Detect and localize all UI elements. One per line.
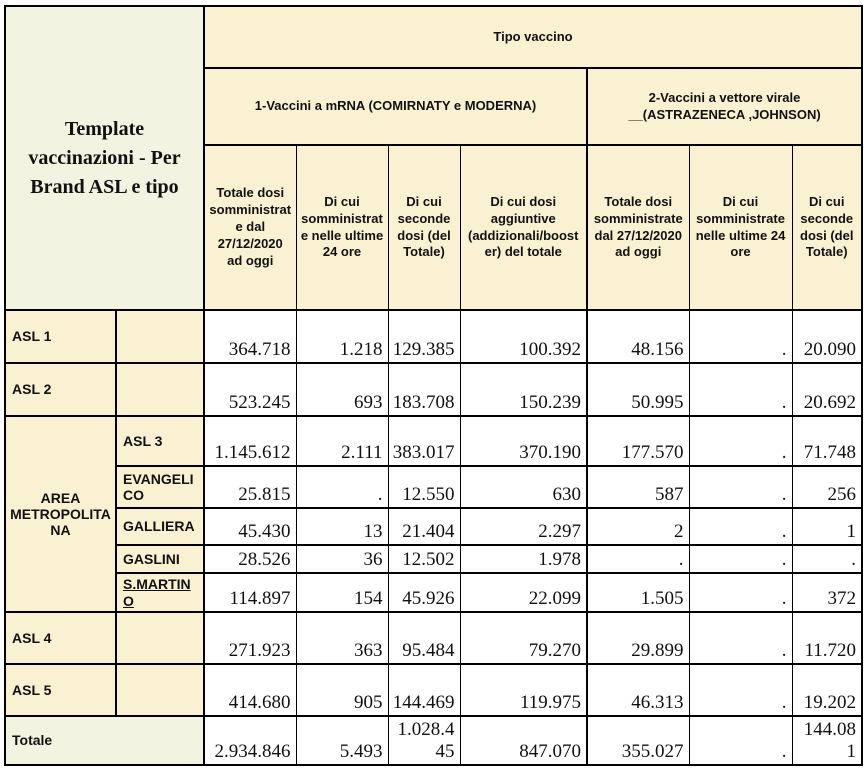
col-header-totale-virale: Totale dosi somministrate dal 27/12/2020 ad oggi — [587, 145, 689, 310]
data-cell: 19.202 — [792, 664, 862, 716]
data-cell: 1.028.445 — [388, 716, 460, 765]
data-cell: 95.484 — [388, 612, 460, 664]
data-cell: 154 — [296, 573, 388, 612]
data-cell: 383.017 — [388, 416, 460, 466]
data-cell: 364.718 — [204, 310, 296, 363]
data-cell: 5.493 — [296, 716, 388, 765]
data-cell: 2.297 — [460, 508, 587, 545]
data-cell: 36 — [296, 545, 388, 573]
data-cell: 13 — [296, 508, 388, 545]
data-cell: . — [689, 612, 792, 664]
header-group-virale: 2-Vaccini a vettore virale __(ASTRAZENECA ,JOHNSON) — [587, 68, 862, 145]
data-cell: 256 — [792, 466, 862, 508]
data-cell: 693 — [296, 363, 388, 416]
col-header-24h-mrna: Di cui somministrate nelle ultime 24 ore — [296, 145, 388, 310]
row-sublabel-galliera: GALLIERA — [116, 508, 204, 545]
data-cell: 12.550 — [388, 466, 460, 508]
data-cell: 905 — [296, 664, 388, 716]
data-cell: 45.926 — [388, 573, 460, 612]
row-label-asl-2: ASL 2 — [5, 363, 116, 416]
data-cell: 144.081 — [792, 716, 862, 765]
header-group-mrna: 1-Vaccini a mRNA (COMIRNATY e MODERNA) — [204, 68, 587, 145]
data-cell: 20.090 — [792, 310, 862, 363]
data-cell: 12.502 — [388, 545, 460, 573]
table-title: Template vaccinazioni - Per Brand ASL e tipo — [5, 6, 204, 310]
data-cell: 370.190 — [460, 416, 587, 466]
row-label-totale: Totale — [5, 716, 204, 765]
row-sublabel-gaslini: GASLINI — [116, 545, 204, 573]
header-tipo-vaccino: Tipo vaccino — [204, 6, 862, 68]
col-header-totale-mrna: Totale dosi somministrate dal 27/12/2020 ad oggi — [204, 145, 296, 310]
data-cell: . — [792, 545, 862, 573]
data-cell: 28.526 — [204, 545, 296, 573]
row-sublabel-empty — [116, 363, 204, 416]
data-cell: . — [689, 716, 792, 765]
data-cell: 25.815 — [204, 466, 296, 508]
data-cell: 46.313 — [587, 664, 689, 716]
data-cell: . — [689, 466, 792, 508]
data-cell: . — [689, 363, 792, 416]
data-cell: 1.505 — [587, 573, 689, 612]
data-cell: . — [689, 545, 792, 573]
data-cell: 50.995 — [587, 363, 689, 416]
data-cell: . — [689, 664, 792, 716]
data-cell: . — [689, 416, 792, 466]
data-cell: 414.680 — [204, 664, 296, 716]
data-cell: 48.156 — [587, 310, 689, 363]
data-cell: 144.469 — [388, 664, 460, 716]
data-cell: 20.692 — [792, 363, 862, 416]
data-cell: . — [296, 466, 388, 508]
data-cell: 2.934.846 — [204, 716, 296, 765]
data-cell: 11.720 — [792, 612, 862, 664]
data-cell: 1.218 — [296, 310, 388, 363]
data-cell: 587 — [587, 466, 689, 508]
data-cell: 129.385 — [388, 310, 460, 363]
data-cell: 183.708 — [388, 363, 460, 416]
col-header-seconde-virale: Di cui seconde dosi (del Totale) — [792, 145, 862, 310]
data-cell: 2.111 — [296, 416, 388, 466]
data-cell: 847.070 — [460, 716, 587, 765]
data-cell: 630 — [460, 466, 587, 508]
col-header-24h-virale: Di cui somministrate nelle ultime 24 ore — [689, 145, 792, 310]
data-cell: 1.145.612 — [204, 416, 296, 466]
row-sublabel-empty — [116, 310, 204, 363]
data-cell: 271.923 — [204, 612, 296, 664]
row-label-asl-5: ASL 5 — [5, 664, 116, 716]
data-cell: 100.392 — [460, 310, 587, 363]
col-header-seconde-mrna: Di cui seconde dosi (del Totale) — [388, 145, 460, 310]
data-cell: 355.027 — [587, 716, 689, 765]
row-sublabel-empty — [116, 612, 204, 664]
row-sublabel-s-martino: S.MARTINO — [116, 573, 204, 612]
data-cell: 79.270 — [460, 612, 587, 664]
data-cell: 71.748 — [792, 416, 862, 466]
row-sublabel-empty — [116, 664, 204, 716]
data-cell: 29.899 — [587, 612, 689, 664]
data-cell: . — [689, 573, 792, 612]
col-header-aggiuntive-mrna: Di cui dosi aggiuntive (addizionali/booster) del totale — [460, 145, 587, 310]
data-cell: . — [689, 310, 792, 363]
data-cell: 114.897 — [204, 573, 296, 612]
data-cell: 45.430 — [204, 508, 296, 545]
vaccini-report-table — [4, 5, 863, 766]
row-sublabel-evangelico: EVANGELICO — [116, 466, 204, 508]
data-cell: 21.404 — [388, 508, 460, 545]
data-cell: 363 — [296, 612, 388, 664]
row-label-asl-4: ASL 4 — [5, 612, 116, 664]
row-sublabel-asl-3: ASL 3 — [116, 416, 204, 466]
data-cell: 372 — [792, 573, 862, 612]
data-cell: 1.978 — [460, 545, 587, 573]
data-cell: 119.975 — [460, 664, 587, 716]
data-cell: 22.099 — [460, 573, 587, 612]
data-cell: 150.239 — [460, 363, 587, 416]
data-cell: 177.570 — [587, 416, 689, 466]
row-label-asl-1: ASL 1 — [5, 310, 116, 363]
data-cell: 523.245 — [204, 363, 296, 416]
data-cell: 1 — [792, 508, 862, 545]
data-cell: . — [587, 545, 689, 573]
data-cell: 2 — [587, 508, 689, 545]
data-cell: . — [689, 508, 792, 545]
row-label-area-metropolitana: AREA METROPOLITANA — [5, 416, 116, 612]
